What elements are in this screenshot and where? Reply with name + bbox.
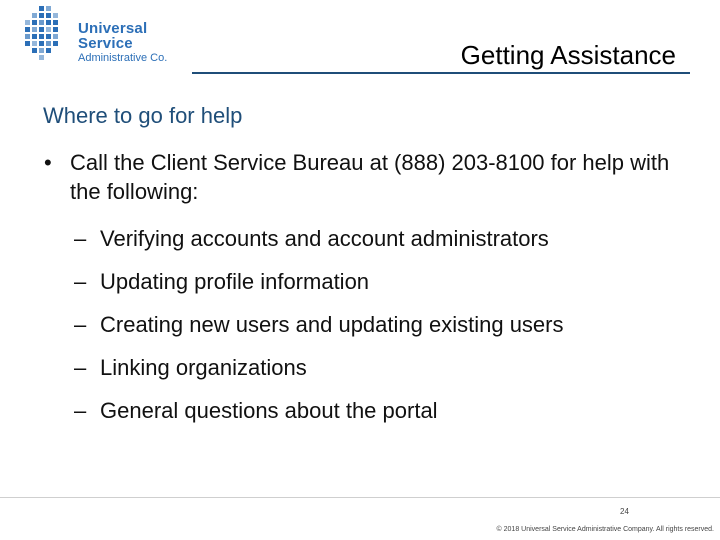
logo-line-1: Universal Service (78, 20, 148, 52)
main-bullet (44, 148, 684, 206)
usac-logo-mark-icon (22, 6, 74, 64)
title-underline (192, 72, 690, 74)
copyright-notice: © 2018 Universal Service Administrative Company. All rights reserved. (496, 526, 714, 533)
sub-item-dash: – (74, 355, 87, 380)
sub-item (74, 398, 438, 424)
sub-item (74, 269, 369, 295)
usac-logo (22, 6, 192, 64)
page-number: 24 (620, 507, 629, 516)
sub-item (74, 312, 564, 338)
sub-item-dash: – (74, 312, 87, 337)
sub-item-text: Linking organizations (100, 355, 307, 380)
sub-item (74, 355, 307, 381)
sub-item-dash: – (74, 226, 87, 251)
bullet-marker: • (44, 150, 52, 175)
logo-line-2: Administrative Co. (78, 52, 168, 64)
sub-item-dash: – (74, 398, 87, 423)
footer-divider (0, 497, 720, 498)
bullet-text: Call the Client Service Bureau at (888) 203-8100 for help with the following: (70, 150, 670, 204)
sub-item-text: General questions about the portal (100, 398, 438, 423)
sub-item-text: Verifying accounts and account administrators (100, 226, 549, 251)
sub-item (74, 226, 549, 252)
sub-item-dash: – (74, 269, 87, 294)
sub-item-text: Updating profile information (100, 269, 370, 294)
sub-item-text: Creating new users and updating existing users (100, 312, 564, 337)
logo-wordmark (78, 21, 192, 64)
slide-subtitle: Where to go for help (43, 103, 243, 128)
slide-title: Getting Assistance (460, 40, 676, 70)
